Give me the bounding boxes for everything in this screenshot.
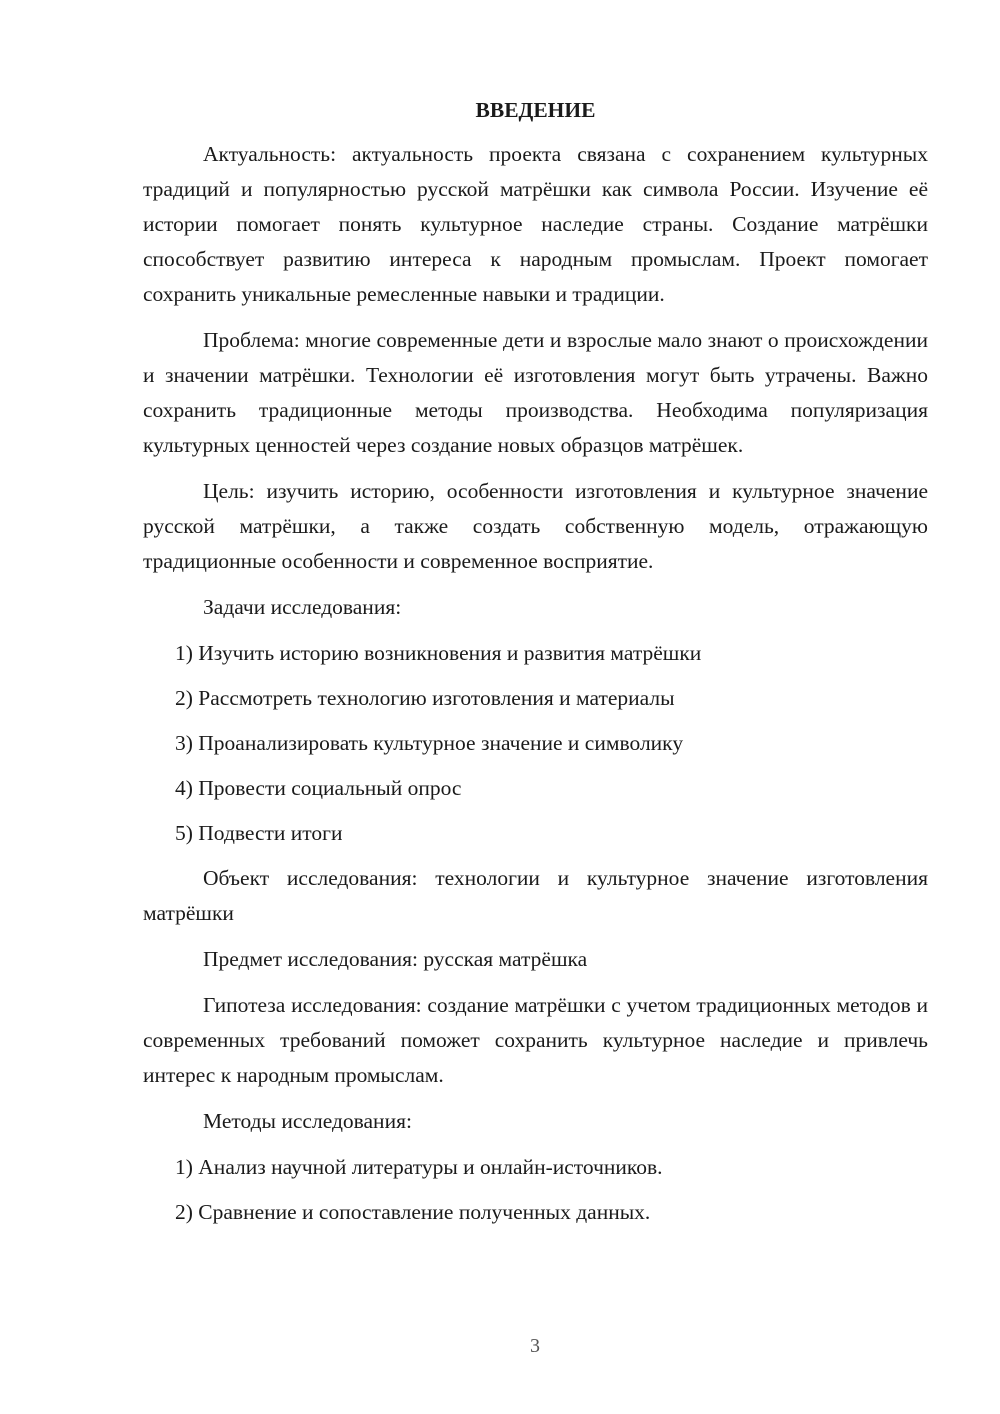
methods-list — [143, 1150, 928, 1230]
problem-paragraph: Проблема: многие современные дети и взрослые мало знают о происхождении и значении матрёшки. Технологии её изготовления могут быть утрачены. Важно сохранить традиционные методы производства. Необходима популяризация культурных ценностей через создание новых образцов матрёшек. — [143, 328, 928, 457]
tasks-list — [143, 636, 928, 851]
method-item: 2) Сравнение и сопоставление полученных данных. — [175, 1200, 651, 1224]
task-item: 3) Проанализировать культурное значение и символику — [175, 731, 684, 755]
hypothesis-paragraph: Гипотеза исследования: создание матрёшки с учетом традиционных методов и современных требований поможет сохранить культурное наследие и привлечь интерес к народным промыслам. — [143, 993, 928, 1087]
page-title: ВВЕДЕНИЕ — [475, 98, 596, 122]
page-number: 3 — [530, 1335, 540, 1357]
goal-paragraph: Цель: изучить историю, особенности изготовления и культурное значение русской матрёшки, а также создать собственную модель, отражающую традиционные особенности и современное восприятие. — [143, 479, 928, 573]
method-item: 1) Анализ научной литературы и онлайн-источников. — [175, 1155, 663, 1179]
methods-heading: Методы исследования: — [203, 1109, 412, 1133]
tasks-heading: Задачи исследования: — [203, 595, 402, 619]
task-item: 2) Рассмотреть технологию изготовления и материалы — [175, 686, 675, 710]
subject-paragraph: Предмет исследования: русская матрёшка — [203, 947, 588, 971]
task-item: 1) Изучить историю возникновения и развития матрёшки — [175, 641, 702, 665]
task-item: 5) Подвести итоги — [175, 821, 343, 845]
task-item: 4) Провести социальный опрос — [175, 776, 462, 800]
object-paragraph: Объект исследования: технологии и культурное значение изготовления матрёшки — [143, 866, 928, 925]
document-page — [143, 95, 928, 1240]
relevance-paragraph: Актуальность: актуальность проекта связана с сохранением культурных традиций и популярностью русской матрёшки как символа России. Изучение её истории помогает понять культурное наследие страны. Создание матрёшки способствует развитию интереса к народным промыслам. Проект помогает сохранить уникальные ремесленные навыки и традиции. — [143, 142, 928, 306]
